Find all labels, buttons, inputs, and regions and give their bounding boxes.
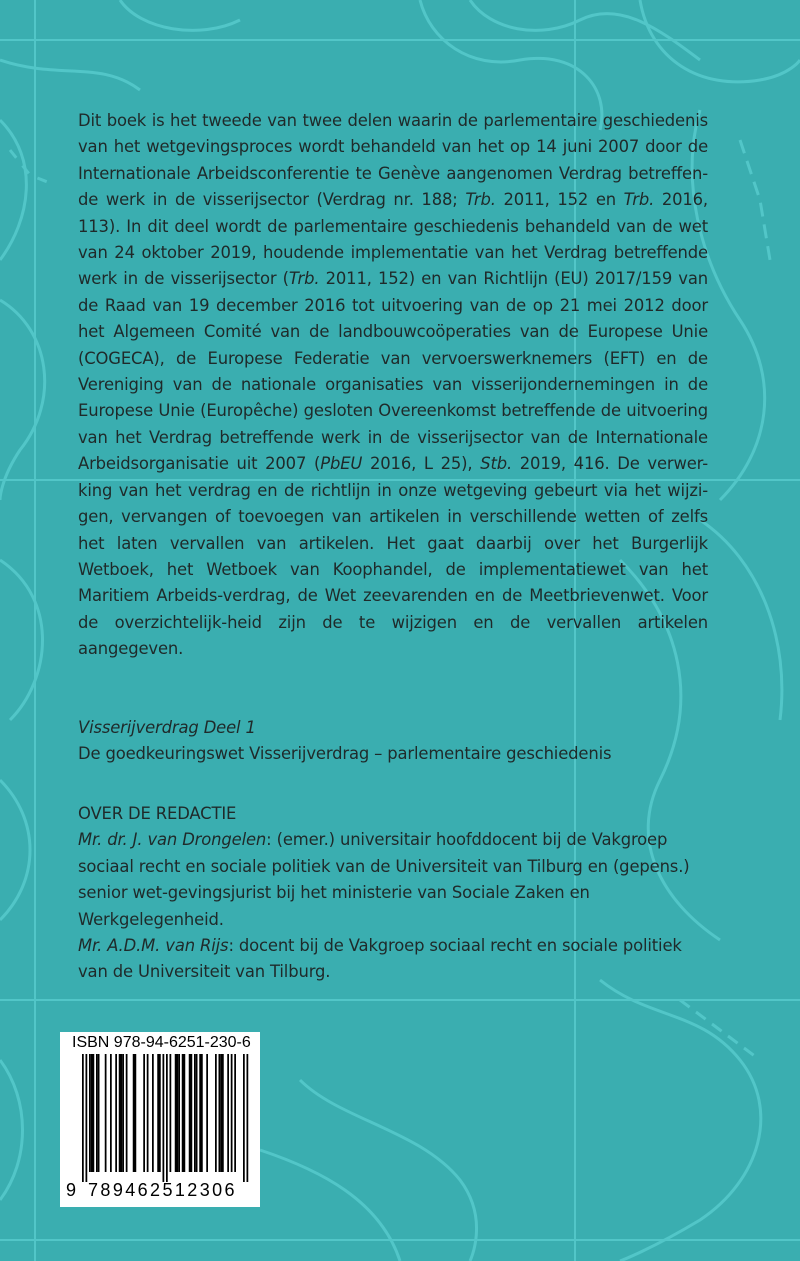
barcode-bar — [93, 1054, 95, 1172]
barcode-icon — [82, 1054, 252, 1182]
barcode-bar — [86, 1054, 88, 1182]
barcode-bar — [206, 1054, 208, 1172]
barcode-bar — [243, 1054, 245, 1182]
barcode-bar — [177, 1054, 179, 1172]
barcode-bar — [219, 1054, 221, 1172]
barcode-bar — [91, 1054, 93, 1172]
editors-heading: OVER DE REDACTIE — [78, 804, 237, 823]
barcode-bar — [189, 1054, 191, 1172]
isbn-barcode-block — [60, 1032, 260, 1207]
barcode-bar — [191, 1054, 193, 1172]
barcode-bar — [152, 1054, 154, 1172]
ean-first-digit: 9 — [66, 1180, 77, 1200]
barcode-bar — [184, 1054, 186, 1172]
barcode-bar — [220, 1054, 222, 1172]
editor-1-name: Mr. dr. J. van Drongelen — [78, 830, 267, 850]
barcode-bar — [143, 1054, 145, 1172]
series-title: Visserijverdrag Deel 1 — [78, 718, 256, 737]
stb-abbrev: Stb. — [480, 454, 513, 474]
barcode-bar — [105, 1054, 107, 1172]
barcode-bar — [159, 1054, 161, 1172]
trb-abbrev: Trb. — [288, 269, 320, 289]
barcode-bar — [234, 1054, 236, 1172]
barcode-bar — [135, 1054, 137, 1172]
barcode-bar — [231, 1054, 233, 1172]
barcode-bar — [115, 1054, 117, 1172]
description-paragraph: Dit boek is het tweede van twee delen waarin de parlementaire geschiedenis van het wetgevingsproces wordt behandeld van het op 14 juni 2007 door de Internationale Arbeidsconferentie te Genève aangenomen Verdrag betreffen-de werk in de visserijsector (Verdrag nr. 188; Trb. 2011, 152 en Trb. 2016, 113). In dit deel wordt de parlementaire geschiedenis behandeld van de wet van 24 oktober 2019, houdende implementatie van het Verdrag betreffende werk in de visserijsector (Trb. 2011, 152) en van Richtlijn (EU) 2017/159 van de Raad van 19 december 2016 tot uitvoering van de op 21 mei 2012 door het Algemeen Comité van de landbouwcoöperaties van de Europese Unie (COGECA), de Europese Federatie van vervoerswerknemers (EFT) en de Vereniging van de nationale organisaties van visserijondernemingen in de Europese Unie (Europêche) gesloten Overeenkomst betreffende de uitvoering van het Verdrag betreffende werk in de visserijsector van de Internationale Arbeidsorganisatie uit 2007 (PbEU 2016, L 25), Stb. 2019, 416. De verwer-king van het verdrag en de richtlijn in onze wetgeving gebeurt via het wijzi-gen, vervangen of toevoegen van artikelen in verschillende wetten of zelfs het laten vervallen van artikelen. Het gaat daarbij over het Burgerlijk Wetboek, het Wetboek van Koophandel, de implementatiewet van het Maritiem Arbeids-verdrag, de Wet zeevarenden en de Meetbrievenwet. Voor de overzichtelijk-heid zijn de te wijzigen en de vervallen artikelen aangegeven. — [78, 111, 708, 659]
pbeu-abbrev: PbEU — [320, 454, 363, 474]
trb-abbrev: Trb. — [465, 190, 496, 210]
barcode-bar — [122, 1054, 124, 1172]
barcode-bar — [166, 1054, 168, 1182]
ean-digits: 789462512306 — [88, 1180, 237, 1200]
series-info — [78, 715, 708, 768]
editor-2-bio: : docent bij de Vakgroep sociaal recht en sociale politiek van de Universiteit van Tilburg. — [78, 936, 682, 982]
barcode-bar — [227, 1054, 229, 1172]
barcode-bar — [121, 1054, 123, 1172]
barcode-bar — [96, 1054, 98, 1172]
barcode-bar — [175, 1054, 177, 1172]
barcode-bar — [126, 1054, 128, 1172]
barcode-bar — [119, 1054, 121, 1172]
barcode-bar — [215, 1054, 217, 1172]
barcode-bar — [182, 1054, 184, 1172]
barcode-bar — [157, 1054, 159, 1172]
barcode-bar — [170, 1054, 172, 1172]
trb-abbrev: Trb. — [623, 190, 655, 210]
barcode-bar — [110, 1054, 112, 1172]
editor-2 — [78, 933, 708, 986]
editor-1-bio: : (emer.) universitair hoofddocent bij de Vakgroep sociaal recht en sociale politiek van de Universiteit van Tilburg en (gepens.) senior wet-gevingsjurist bij het ministerie van Sociale Zaken en Werkgelegenheid. — [78, 830, 690, 929]
editor-1 — [78, 827, 708, 933]
barcode-bar — [133, 1054, 135, 1172]
barcode-bar — [199, 1054, 201, 1172]
editors-section — [78, 801, 708, 986]
barcode-bar — [201, 1054, 203, 1172]
barcode-bar — [194, 1054, 196, 1172]
barcode-bar — [147, 1054, 149, 1172]
isbn-label: ISBN 978-94-6251-230-6 — [72, 1034, 251, 1051]
barcode-bar — [98, 1054, 100, 1172]
barcode-bar — [196, 1054, 198, 1172]
barcode-bar — [222, 1054, 224, 1172]
barcode-bar — [82, 1054, 84, 1182]
barcode-bar — [89, 1054, 91, 1172]
barcode-bar — [247, 1054, 249, 1182]
barcode-bar — [163, 1054, 165, 1182]
series-subtitle: De goedkeuringswet Visserijverdrag – parlementaire geschiedenis — [78, 744, 612, 764]
barcode-bar — [178, 1054, 180, 1172]
editor-2-name: Mr. A.D.M. van Rijs — [78, 936, 229, 956]
